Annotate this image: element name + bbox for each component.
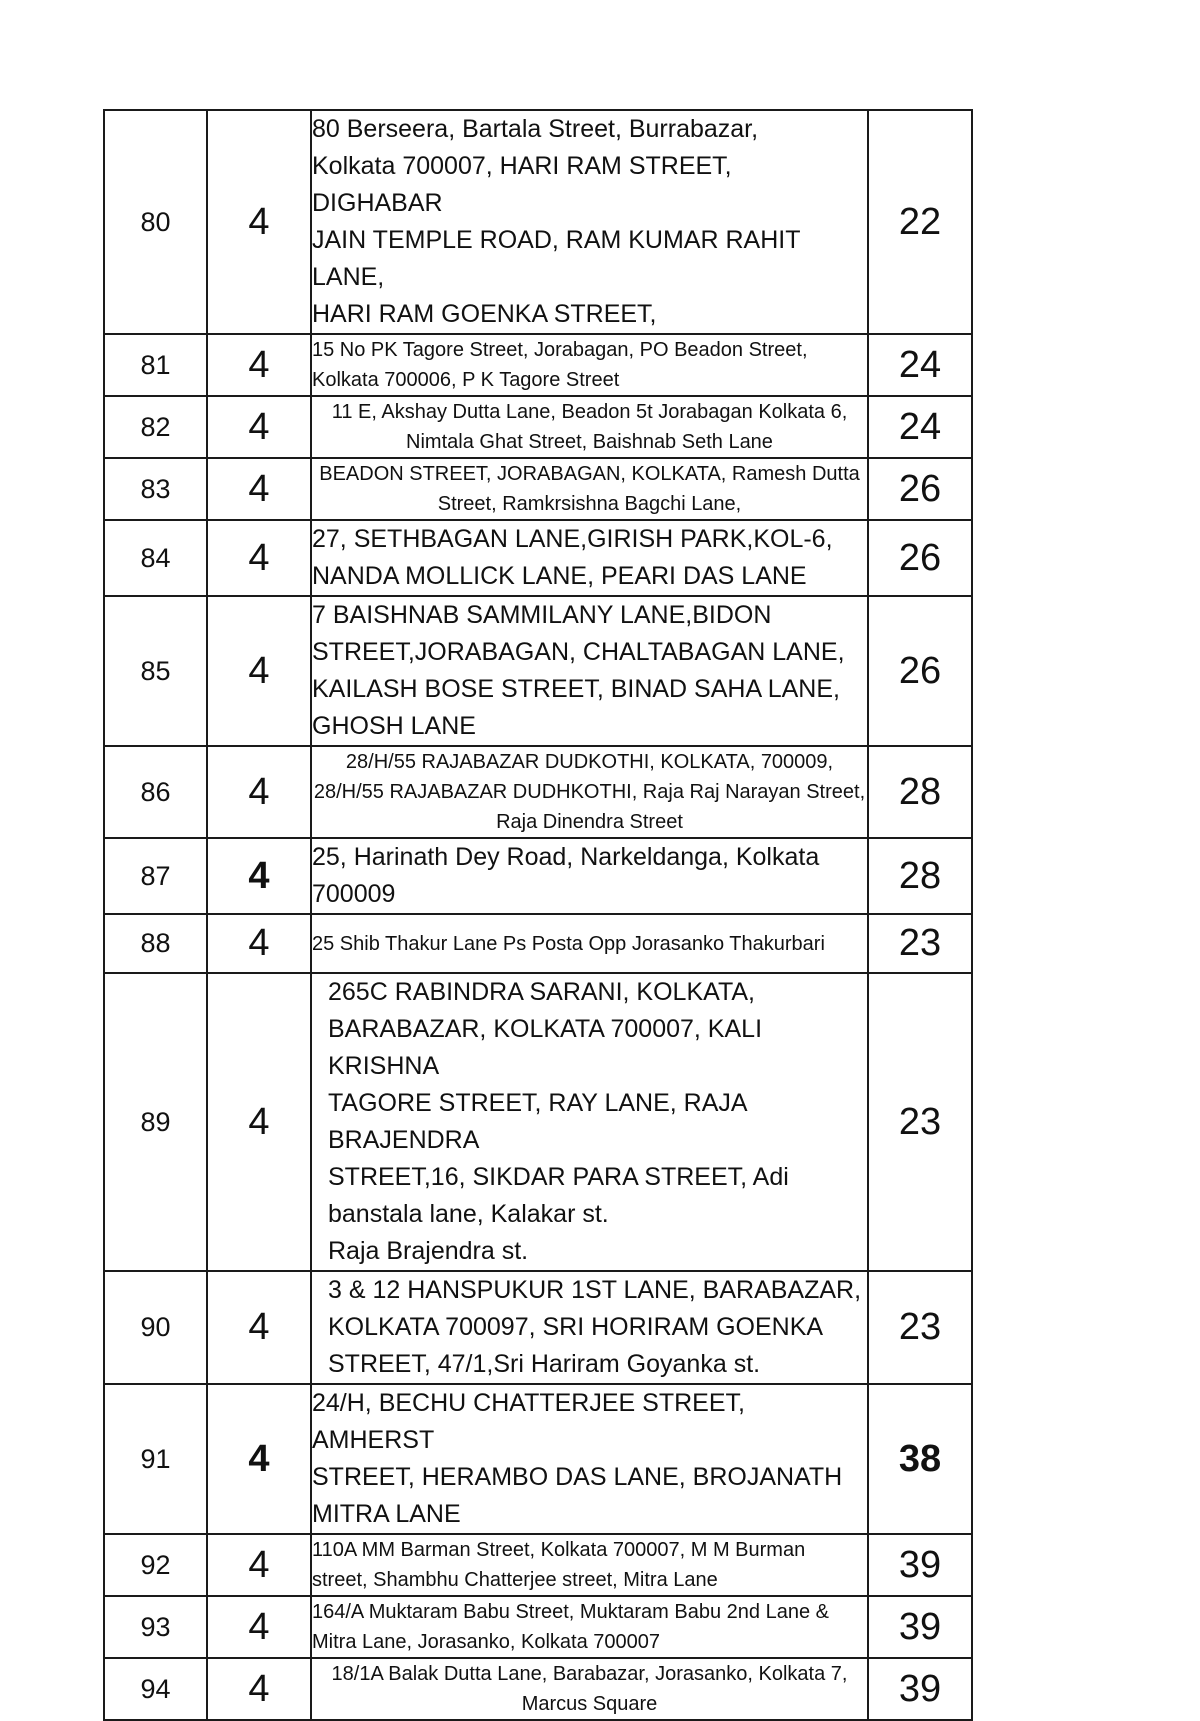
table-row [104, 838, 972, 914]
table-row [104, 520, 972, 596]
phase-number: 4 [207, 520, 311, 596]
address-text: 24/H, BECHU CHATTERJEE STREET, AMHERST STREET, HERAMBO DAS LANE, BROJANATH MITRA LANE [312, 1389, 843, 1528]
serial-number: 80 [104, 110, 207, 334]
serial-number: 81 [104, 334, 207, 396]
table-row [104, 1271, 972, 1384]
serial-number: 84 [104, 520, 207, 596]
address-text: 25 Shib Thakur Lane Ps Posta Opp Jorasanko Thakurbari [312, 932, 825, 955]
address-text: 110A MM Barman Street, Kolkata 700007, M M Burman street, Shambhu Chatterjee street, Mitra Lane [312, 1539, 806, 1591]
address-text: 80 Berseera, Bartala Street, Burrabazar, Kolkata 700007, HARI RAM STREET, DIGHABAR JAIN TEMPLE ROAD, RAM KUMAR RAHIT LANE, HARI RAM GOENKA STREET, [312, 115, 801, 328]
address-text: 25, Harinath Dey Road, Narkeldanga, Kolkata 700009 [312, 843, 820, 908]
address-text: 164/A Muktaram Babu Street, Muktaram Babu 2nd Lane & Mitra Lane, Jorasanko, Kolkata 700007 [312, 1601, 829, 1653]
phase-number: 4 [207, 458, 311, 520]
phase-number: 4 [207, 973, 311, 1271]
phase-number: 4 [207, 746, 311, 838]
ward-number: 23 [868, 914, 972, 973]
ward-number: 22 [868, 110, 972, 334]
table-row [104, 110, 972, 334]
serial-number: 93 [104, 1596, 207, 1658]
ward-number: 23 [868, 973, 972, 1271]
address-text: 265C RABINDRA SARANI, KOLKATA, BARABAZAR, KOLKATA 700007, KALI KRISHNA TAGORE STREET, RAY LANE, RAJA BRAJENDRA STREET,16, SIKDAR PARA STREET, Adi banstala lane, Kalakar st. Raja Brajendra st. [328, 978, 789, 1265]
ward-number: 24 [868, 334, 972, 396]
serial-number: 89 [104, 973, 207, 1271]
ward-number: 39 [868, 1596, 972, 1658]
phase-number: 4 [207, 1658, 311, 1720]
serial-number: 94 [104, 1658, 207, 1720]
serial-number: 88 [104, 914, 207, 973]
phase-number: 4 [207, 914, 311, 973]
ward-number: 28 [868, 746, 972, 838]
table-row [104, 1384, 972, 1534]
phase-number: 4 [207, 1596, 311, 1658]
serial-number: 83 [104, 458, 207, 520]
phase-number: 4 [207, 334, 311, 396]
ward-number: 23 [868, 1271, 972, 1384]
table-row [104, 914, 972, 973]
serial-number: 86 [104, 746, 207, 838]
table-row [104, 1596, 972, 1658]
address-text: 15 No PK Tagore Street, Jorabagan, PO Beadon Street, Kolkata 700006, P K Tagore Street [312, 339, 808, 391]
address-text: 7 BAISHNAB SAMMILANY LANE,BIDON STREET,JORABAGAN, CHALTABAGAN LANE, KAILASH BOSE STREET, BINAD SAHA LANE, GHOSH LANE [312, 601, 845, 740]
address-text: BEADON STREET, JORABAGAN, KOLKATA, Ramesh Dutta Street, Ramkrsishna Bagchi Lane, [319, 463, 860, 515]
table-row [104, 596, 972, 746]
phase-number: 4 [207, 1384, 311, 1534]
table-row [104, 458, 972, 520]
serial-number: 90 [104, 1271, 207, 1384]
address-text: 18/1A Balak Dutta Lane, Barabazar, Jorasanko, Kolkata 7, Marcus Square [331, 1663, 848, 1715]
ward-number: 38 [868, 1384, 972, 1534]
polling-station-table [103, 109, 973, 1721]
serial-number: 92 [104, 1534, 207, 1596]
table-row [104, 746, 972, 838]
table-row [104, 334, 972, 396]
serial-number: 82 [104, 396, 207, 458]
phase-number: 4 [207, 110, 311, 334]
phase-number: 4 [207, 1271, 311, 1384]
ward-number: 28 [868, 838, 972, 914]
serial-number: 85 [104, 596, 207, 746]
ward-number: 26 [868, 520, 972, 596]
ward-number: 26 [868, 596, 972, 746]
serial-number: 87 [104, 838, 207, 914]
address-text: 3 & 12 HANSPUKUR 1ST LANE, BARABAZAR, KOLKATA 700097, SRI HORIRAM GOENKA STREET, 47/1,Sri Hariram Goyanka st. [328, 1276, 862, 1378]
table-row [104, 1658, 972, 1720]
phase-number: 4 [207, 1534, 311, 1596]
table-row [104, 1534, 972, 1596]
phase-number: 4 [207, 596, 311, 746]
address-text: 28/H/55 RAJABAZAR DUDKOTHI, KOLKATA, 700009, 28/H/55 RAJABAZAR DUDHKOTHI, Raja Raj Narayan Street, Raja Dinendra Street [313, 751, 866, 833]
ward-number: 39 [868, 1534, 972, 1596]
phase-number: 4 [207, 838, 311, 914]
table-row [104, 973, 972, 1271]
address-text: 27, SETHBAGAN LANE,GIRISH PARK,KOL-6, NANDA MOLLICK LANE, PEARI DAS LANE [312, 525, 833, 590]
ward-number: 39 [868, 1658, 972, 1720]
ward-number: 26 [868, 458, 972, 520]
phase-number: 4 [207, 396, 311, 458]
serial-number: 91 [104, 1384, 207, 1534]
ward-number: 24 [868, 396, 972, 458]
address-text: 11 E, Akshay Dutta Lane, Beadon 5t Jorabagan Kolkata 6, Nimtala Ghat Street, Baishnab Seth Lane [331, 401, 848, 453]
table-row [104, 396, 972, 458]
